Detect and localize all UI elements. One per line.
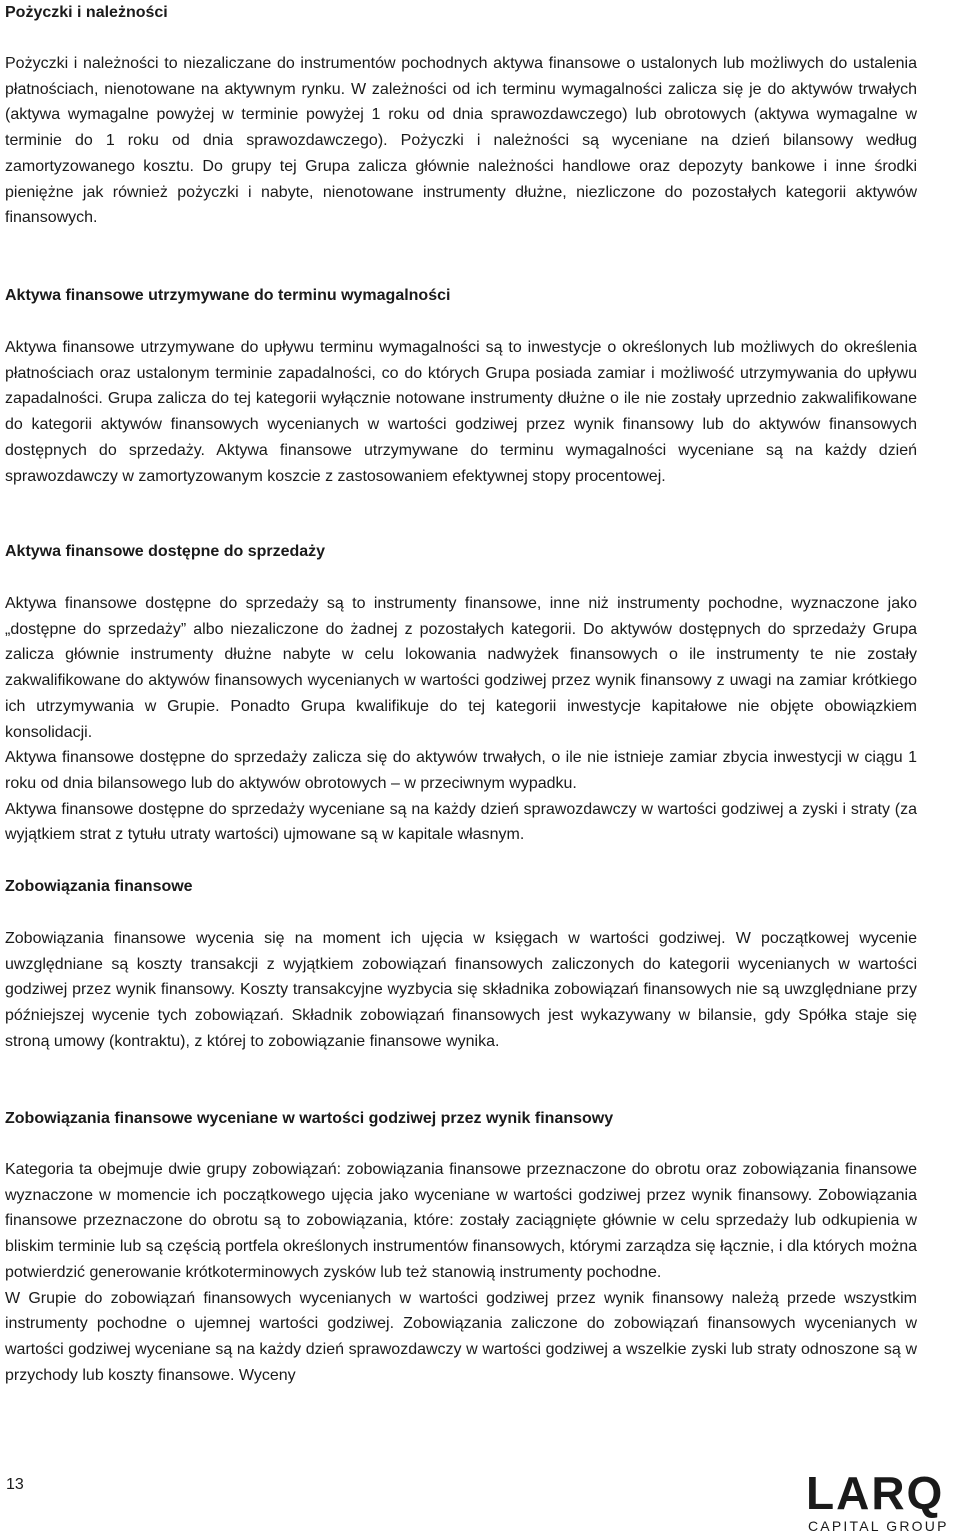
section-pozyczki-body — [5, 51, 917, 231]
section-zobowiazania-wyceniane-body — [5, 1157, 917, 1388]
paragraph: Aktywa finansowe dostępne do sprzedaży są to instrumenty finansowe, inne niż instrumenty pochodne, wyznaczone jako „dostępne do sprzedaży” albo niezaliczone do żadnej z pozostałych kategorii. Do aktywów dostępnych do sprzedaży Grupa zalicza głównie instrumenty dłużne nabyte w celu lokowania nadwyżek finansowych o ile instrumenty te nie zostały zakwalifikowane do aktywów finansowych wycenianych w wartości godziwej przez wynik finansowy z uwagi na zamiar krótkiego ich utrzymywania w Grupie. Ponadto Grupa kwalifikuje do tej kategorii inwestycje kapitałowe nie objęte obowiązkiem konsolidacji. — [5, 595, 917, 741]
section-heading: Zobowiązania finansowe wyceniane w wartości godziwej przez wynik finansowy — [5, 1110, 614, 1127]
section-heading: Aktywa finansowe utrzymywane do terminu wymagalności — [5, 287, 451, 304]
paragraph: Aktywa finansowe dostępne do sprzedaży zalicza się do aktywów trwałych, o ile nie istnieje zamiar zbycia inwestycji w ciągu 1 roku od dnia bilansowego lub do aktywów obrotowych – w przeciwnym wypadku. — [5, 749, 917, 792]
page-number: 13 — [6, 1476, 24, 1493]
section-zobowiazania-body — [5, 926, 917, 1055]
section-dostepne — [5, 539, 917, 565]
logo-wordmark: LARQ — [806, 1467, 945, 1519]
section-utrzymywane-body — [5, 335, 917, 489]
company-logo — [806, 1467, 956, 1536]
paragraph: Pożyczki i należności to niezaliczane do instrumentów pochodnych aktywa finansowe o ustalonych lub możliwych do ustalenia płatnościach, nienotowane na aktywnym rynku. W zależności od ich terminu wymagalności zalicza się je do aktywów trwałych (aktywa wymagalne powyżej w terminie powyżej 1 roku od dnia sprawozdawczego) lub obrotowych (aktywa wymagalne w terminie do 1 roku od dnia sprawozdawczego). Pożyczki i należności są wyceniane na dzień bilansowy według zamortyzowanego kosztu. Do grupy tej Grupa zalicza głównie należności handlowe oraz depozyty bankowe i inne środki pieniężne jak również pożyczki i nabyte, nienotowane instrumenty dłużne, niezliczone do pozostałych kategorii aktywów finansowych. — [5, 55, 917, 227]
paragraph: Aktywa finansowe dostępne do sprzedaży wyceniane są na każdy dzień sprawozdawczy w wartości godziwej a zyski i straty (za wyjątkiem strat z tytułu utraty wartości) ujmowane są w kapitale własnym. — [5, 800, 917, 844]
section-heading: Zobowiązania finansowe — [5, 878, 193, 895]
paragraph: Kategoria ta obejmuje dwie grupy zobowiązań: zobowiązania finansowe przeznaczone do obrotu oraz zobowiązania finansowe wyznaczone w momencie ich początkowego ujęcia jako wyceniane w wartości godziwej przez wynik finansowy. Zobowiązania finansowe przeznaczone do obrotu są to zobowiązania, które: zostały zaciągnięte głównie w celu sprzedaży lub odkupienia w bliskim terminie lub są częścią portfela określonych instrumentów finansowych, którymi zarządza się łącznie, i dla których można potwierdzić generowanie krótkoterminowych zysków lub też stanowią instrumenty pochodne. — [5, 1161, 917, 1281]
section-pozyczki — [5, 0, 917, 26]
section-zobowiazania — [5, 874, 917, 900]
section-dostepne-body — [5, 591, 917, 848]
section-heading: Aktywa finansowe dostępne do sprzedaży — [5, 543, 326, 560]
paragraph: W Grupie do zobowiązań finansowych wycenianych w wartości godziwej przez wynik finansowy należą przede wszystkim instrumenty pochodne o ujemnej wartości godziwej. Zobowiązania zaliczone do zobowiązań finansowych wycenianych w wartości godziwej wyceniane są na każdy dzień sprawozdawczy w wartości godziwej a wszelkie zyski lub straty odnoszone są w przychody lub koszty finansowe. Wyceny — [5, 1289, 917, 1384]
paragraph: Zobowiązania finansowe wycenia się na moment ich ujęcia w księgach w wartości godziwej. W początkowej wycenie uwzględniane są koszty transakcji z wyjątkiem zobowiązań finansowych zaliczonych do kategorii wycenianych w wartości godziwej przez wynik finansowy. Koszty transakcyjne wyzbycia się składnika zobowiązań finansowych nie są uwzględniane przy późniejszej wycenie tych zobowiązań. Składnik zobowiązań finansowych jest wykazywany w bilansie, gdy Spółka staje się stroną umowy (kontraktu), z której to zobowiązanie finansowe wynika. — [5, 930, 917, 1050]
section-utrzymywane — [5, 283, 917, 309]
section-zobowiazania-wyceniane — [5, 1106, 917, 1132]
section-heading: Pożyczki i należności — [5, 4, 168, 21]
logo-subtitle: CAPITAL GROUP — [808, 1518, 949, 1534]
paragraph: Aktywa finansowe utrzymywane do upływu terminu wymagalności są to inwestycje o określonych lub możliwych do określenia płatnościach oraz ustalonym terminie zapadalności, co do których Grupa posiada zamiar i możliwość utrzymywania do upływu zapadalności. Grupa zalicza do tej kategorii wyłącznie notowane instrumenty dłużne o ile nie zostały uprzednio zakwalifikowane do kategorii aktywów finansowych wycenianych w wartości godziwej przez wynik finansowy lub do aktywów finansowych dostępnych do sprzedaży. Aktywa finansowe utrzymywane do terminu wymagalności wyceniane są na każdy dzień sprawozdawczy w zamortyzowanym koszcie z zastosowaniem efektywnej stopy procentowej. — [5, 339, 917, 485]
